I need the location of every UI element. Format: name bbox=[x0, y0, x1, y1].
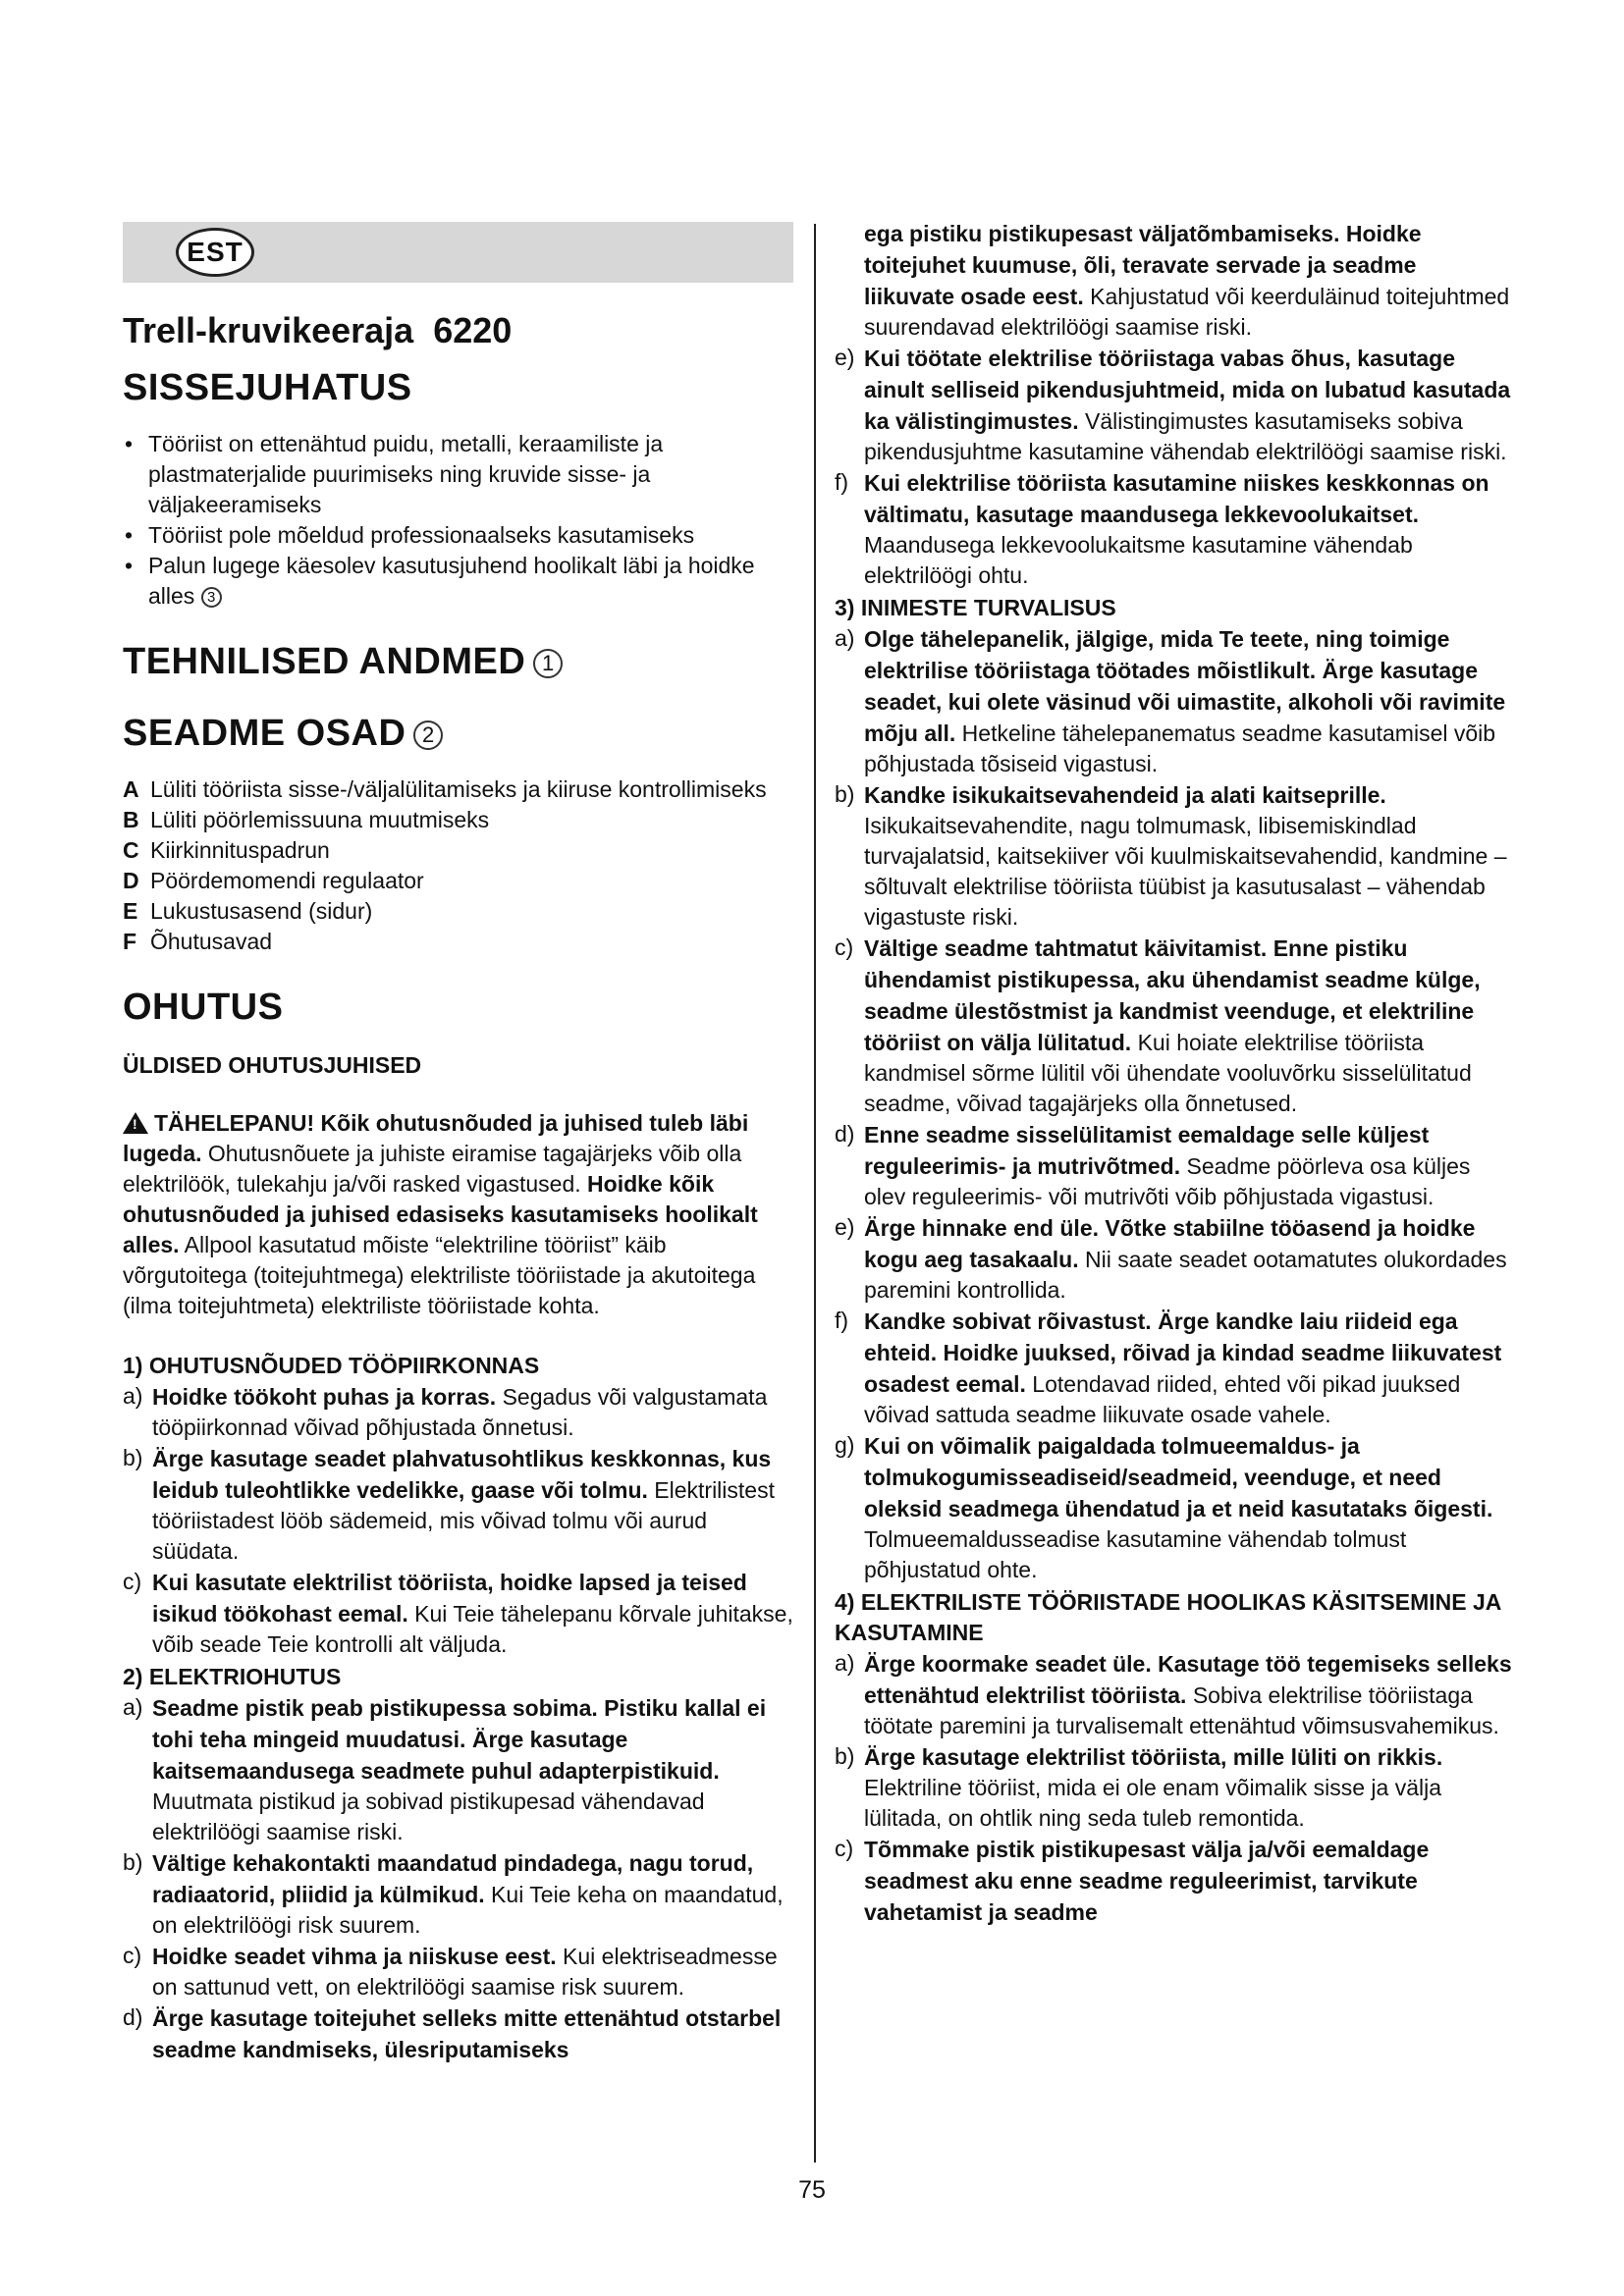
item-letter: c) bbox=[835, 1836, 854, 1861]
parts-list bbox=[123, 774, 793, 957]
item-bold: Kui töötate elektrilise tööriistaga vabas õhus, kasutage ainult selliseid pikendusjuhtmeid, mida on lubatud kasutada ka välistingimustes. bbox=[864, 346, 1511, 434]
item-bold: Kui kasutate elektrilist tööriista, hoidke lapsed ja teised isikud töökohast eemal. bbox=[152, 1570, 747, 1627]
item-letter: b) bbox=[123, 1849, 143, 1875]
list-item-continued bbox=[123, 2002, 793, 2065]
part-item bbox=[123, 927, 793, 957]
section-3-heading: 3) INIMESTE TURVALISUS bbox=[835, 595, 1116, 620]
item-letter: f) bbox=[835, 1308, 849, 1333]
list-item bbox=[835, 1306, 1512, 1430]
item-text: Kahjustatud või keerduläinud toitejuhtmed suurendavad elektrilöögi saamise riski. bbox=[864, 284, 1510, 340]
item-text: Kui elektriseadmesse on sattunud vett, on elektrilöögi saamise risk suurem. bbox=[152, 1944, 778, 2000]
intro-heading: SISSEJUHATUS bbox=[123, 367, 412, 408]
item-letter: c) bbox=[123, 1943, 142, 1968]
parts-heading bbox=[123, 713, 793, 755]
item-text: Nii saate seadet ootamatutes olukordades paremini kontrollida. bbox=[864, 1247, 1507, 1303]
keep-instructions-bold: Hoidke kõik ohutusnõuded ja juhised edasiseks kasutamiseks hoolikalt alles. bbox=[123, 1171, 758, 1257]
item-bold: Hoidke seadet vihma ja niiskuse eest. bbox=[152, 1944, 557, 1969]
item-bold: Enne seadme sisselülitamist eemaldage selle küljest reguleerimis- ja mutrivõtmed. bbox=[864, 1122, 1430, 1179]
parts-heading-text: SEADME OSAD bbox=[123, 713, 406, 754]
part-letter: F bbox=[123, 929, 137, 954]
item-text: Kui Teie tähelepanu kõrvale juhitakse, võib seade Teie kontrolli alt väljuda. bbox=[152, 1601, 793, 1657]
list-item bbox=[835, 1741, 1512, 1834]
list-item bbox=[123, 1443, 793, 1567]
part-item bbox=[123, 835, 793, 866]
figure-ref-3: 3 bbox=[201, 587, 222, 608]
item-text: Sobiva elektrilise tööriistaga töötate paremini ja turvalisemalt ettenähtud võimsusvahemikus. bbox=[864, 1682, 1499, 1738]
item-text: Kui hoiate elektrilise tööriista kandmisel sõrme lülitil või ühendate vooluvõrku sisselülitatud seadme, võivad tagajärjeks olla õnnetused. bbox=[864, 1030, 1472, 1116]
part-text: Lüliti tööriista sisse-/väljalülitamiseks ja kiiruse kontrollimiseks bbox=[150, 776, 767, 802]
list-item bbox=[835, 933, 1512, 1119]
list-item bbox=[123, 1381, 793, 1443]
item-letter: b) bbox=[835, 781, 855, 807]
list-item-continuation bbox=[835, 218, 1512, 343]
item-letter: a) bbox=[123, 1383, 143, 1409]
section-2-heading: 2) ELEKTRIOHUTUS bbox=[123, 1664, 342, 1689]
part-item bbox=[123, 805, 793, 835]
list-item bbox=[835, 1834, 1512, 1928]
intro-list bbox=[123, 429, 793, 612]
item-bold: Olge tähelepanelik, jälgige, mida Te teete, ning toimige elektrilise tööriistaga töötades mõistlikult. Ärge kasutage seadet, kui olete väsinud või uimastite, alkoholi või ravimite mõju all. bbox=[864, 626, 1506, 746]
keep-instructions-text: Allpool kasutatud mõiste “elektriline tööriist” käib võrgutoitega (toitejuhtmega) elektriliste tööriistade ja akutoitega (ilma toitejuhtmeta) elektriliste tööriistade kohta. bbox=[123, 1232, 756, 1318]
item-letter: d) bbox=[835, 1121, 855, 1147]
part-letter: A bbox=[123, 776, 139, 802]
item-text: Maandusega lekkevoolukaitsme kasutamine vähendab elektrilöögi ohtu. bbox=[864, 532, 1413, 588]
intro-bullet bbox=[123, 551, 793, 612]
item-bold: Vältige seadme tahtmatut käivitamist. Enne pistiku ühendamist pistikupessa, aku ühendamist seadme külge, seadme ülestõstmist ja kandmist veenduge, et elektriline tööriist on välja lülitatud. bbox=[864, 935, 1481, 1055]
item-text: Segadus või valgustamata tööpiirkonnad võivad põhjustada õnnetusi. bbox=[152, 1384, 768, 1440]
item-bold: ega pistiku pistikupesast väljatõmbamiseks. Hoidke toitejuhet kuumuse, õli, teravate servade ja seadme liikuvate osade eest. bbox=[864, 221, 1422, 309]
item-text: Kui Teie keha on maandatud, on elektrilöögi risk suurem. bbox=[152, 1882, 784, 1938]
part-letter: E bbox=[123, 898, 138, 924]
page-number: 75 bbox=[798, 2176, 826, 2204]
part-item bbox=[123, 896, 793, 927]
part-text: Lüliti pöörlemissuuna muutmiseks bbox=[150, 807, 490, 832]
item-letter: d) bbox=[123, 2004, 143, 2030]
part-letter: D bbox=[123, 868, 139, 893]
item-bold: Hoidke töökoht puhas ja korras. bbox=[152, 1384, 497, 1410]
intro-bullet: • Tööriist pole mõeldud professionaalseks kasutamiseks bbox=[123, 520, 793, 551]
item-bold: Tõmmake pistik pistikupesast välja ja/või eemaldage seadmest aku enne seadme reguleerimist, tarvikute vahetamist ja seadme bbox=[864, 1837, 1430, 1925]
item-text: Seadme pöörleva osa küljes olev reguleerimis- või mutrivõti võib põhjustada vigastusi. bbox=[864, 1153, 1471, 1209]
list-item bbox=[835, 1430, 1512, 1585]
list-item bbox=[835, 467, 1512, 591]
column-divider bbox=[814, 224, 816, 2163]
list-item bbox=[835, 1119, 1512, 1212]
item-bold: Ärge kasutage seadet plahvatusohtlikus keskkonnas, kus leidub tuleohtlikke vedelikke, gaase või tolmu. bbox=[152, 1446, 772, 1503]
language-bar bbox=[123, 222, 793, 283]
item-bold: Ärge hinnake end üle. Võtke stabiilne tööasend ja hoidke kogu aeg tasakaalu. bbox=[864, 1215, 1476, 1272]
list-item bbox=[123, 1567, 793, 1660]
item-bold: Ärge kasutage elektrilist tööriista, mille lüliti on rikkis. bbox=[864, 1744, 1443, 1770]
list-item bbox=[123, 1692, 793, 1847]
item-text: Isikukaitsevahendite, nagu tolmumask, libisemiskindlad turvajalatsid, kaitsekiiver või kuulmiskaitsevahendid, kandmine – sõltuvalt elektrilise tööriista tüübist ja kasutusalast – vähendab vigastuste riski. bbox=[864, 813, 1507, 930]
item-bold: Kandke sobivat rõivastust. Ärge kandke laiu riideid ega ehteid. Hoidke juuksed, rõivad ja kindad seadme liikuvatest osadest eemal. bbox=[864, 1308, 1502, 1397]
list-item bbox=[835, 779, 1512, 933]
item-letter: c) bbox=[123, 1569, 142, 1594]
item-bold: Kui elektrilise tööriista kasutamine niiskes keskkonnas on vältimatu, kasutage maandusega lekkevoolukaitset. bbox=[864, 470, 1489, 527]
tech-heading bbox=[123, 641, 793, 683]
item-letter: b) bbox=[835, 1743, 855, 1769]
list-item bbox=[835, 1212, 1512, 1306]
intro-bullet: • Tööriist on ettenähtud puidu, metalli, keraamiliste ja plastmaterjalide puurimiseks ning kruvide sisse- ja väljakeeramiseks bbox=[123, 429, 793, 520]
item-text: Elektriline tööriist, mida ei ole enam võimalik sisse ja välja lülitada, on ohtlik ning seda tuleb remontida. bbox=[864, 1775, 1442, 1831]
item-text: Välistingimustes kasutamiseks sobiva pikendusjuhtme kasutamine vähendab elektrilöögi saamise riski. bbox=[864, 408, 1507, 464]
document-title: Trell-kruvikeeraja 6220 bbox=[123, 310, 513, 350]
item-bold: Seadme pistik peab pistikupessa sobima. Pistiku kallal ei tohi teha mingeid muudatusi. Ärge kasutage kaitsemaandusega seadmete puhul adapterpistikuid. bbox=[152, 1695, 767, 1784]
list-item bbox=[123, 1941, 793, 2002]
item-text: Tolmueemaldusseadise kasutamine vähendab tolmust põhjustatud ohte. bbox=[864, 1526, 1407, 1582]
list-item bbox=[123, 1847, 793, 1941]
part-item bbox=[123, 866, 793, 896]
item-letter: e) bbox=[835, 1214, 855, 1240]
safety-heading: OHUTUS bbox=[123, 987, 284, 1028]
general-safety-subheading: ÜLDISED OHUTUSJUHISED bbox=[123, 1052, 422, 1078]
tech-heading-text: TEHNILISED ANDMED bbox=[123, 641, 526, 682]
item-bold: Kui on võimalik paigaldada tolmueemaldus- ja tolmukogumisseadiseid/seadmeid, veenduge, et need oleksid seadmega ühendatud ja et neid kasutataks õigesti. bbox=[864, 1433, 1493, 1522]
item-letter: b) bbox=[123, 1445, 143, 1470]
item-text: Muutmata pistikud ja sobivad pistikupesad vähendavad elektrilöögi saamise riski. bbox=[152, 1789, 705, 1844]
list-item bbox=[835, 623, 1512, 779]
section-4-heading: 4) ELEKTRILISTE TÖÖRIISTADE HOOLIKAS KÄSITSEMINE JA KASUTAMINE bbox=[835, 1589, 1501, 1645]
item-bold: Kandke isikukaitsevahendeid ja alati kaitseprille. bbox=[864, 782, 1386, 808]
warning-paragraph bbox=[123, 1108, 793, 1321]
part-text: Õhutusavad bbox=[150, 929, 273, 954]
item-bold: Vältige kehakontakti maandatud pindadega, nagu torud, radiaatorid, pliidid ja külmikud. bbox=[152, 1850, 754, 1907]
part-letter: C bbox=[123, 837, 139, 863]
right-column bbox=[835, 218, 1512, 1928]
figure-ref-2: 2 bbox=[413, 721, 443, 750]
item-bold: Ärge koormake seadet üle. Kasutage töö tegemiseks selleks ettenähtud elektrilist tööriista. bbox=[864, 1651, 1512, 1708]
part-item bbox=[123, 774, 793, 805]
figure-ref-1: 1 bbox=[533, 649, 563, 678]
list-item bbox=[835, 343, 1512, 467]
item-text: Elektrilistest tööriistadest lööb sädemeid, mis võivad tolmu või aurud süüdata. bbox=[152, 1477, 775, 1564]
item-letter: f) bbox=[835, 469, 849, 495]
item-text: Lotendavad riided, ehted või pikad juuksed võivad sattuda seadme liikuvate osade vahele. bbox=[864, 1371, 1461, 1427]
part-letter: B bbox=[123, 807, 139, 832]
warning-icon: ! bbox=[123, 1112, 148, 1134]
item-letter: g) bbox=[835, 1432, 855, 1458]
list-item bbox=[835, 1648, 1512, 1741]
part-text: Pöördemomendi regulaator bbox=[150, 868, 424, 893]
part-text: Lukustusasend (sidur) bbox=[150, 898, 373, 924]
language-badge: EST bbox=[176, 228, 254, 277]
part-text: Kiirkinnituspadrun bbox=[150, 837, 330, 863]
item-letter: e) bbox=[835, 345, 855, 370]
item-text: Hetkeline tähelepanematus seadme kasutamisel võib põhjustada tõsiseid vigastusi. bbox=[864, 721, 1496, 776]
warning-bold: TÄHELEPANU! Kõik ohutusnõuded ja juhised tuleb läbi lugeda. bbox=[123, 1110, 749, 1166]
item-letter: a) bbox=[835, 1650, 855, 1676]
item-letter: c) bbox=[835, 934, 854, 960]
section-1-heading: 1) OHUTUSNÕUDED TÖÖPIIRKONNAS bbox=[123, 1353, 540, 1378]
item-letter: a) bbox=[835, 625, 855, 651]
item-bold: Ärge kasutage toitejuhet selleks mitte ettenähtud otstarbel seadme kandmiseks, ülesriputamiseks bbox=[152, 2005, 782, 2062]
left-column bbox=[123, 222, 793, 2065]
intro-bullet-text: Palun lugege käesolev kasutusjuhend hoolikalt läbi ja hoidke alles bbox=[148, 553, 755, 609]
item-letter: a) bbox=[123, 1694, 143, 1720]
warning-text: Ohutusnõuete ja juhiste eiramise tagajärjeks võib olla elektrilöök, tulekahju ja/või rasked vigastused. bbox=[123, 1141, 742, 1197]
